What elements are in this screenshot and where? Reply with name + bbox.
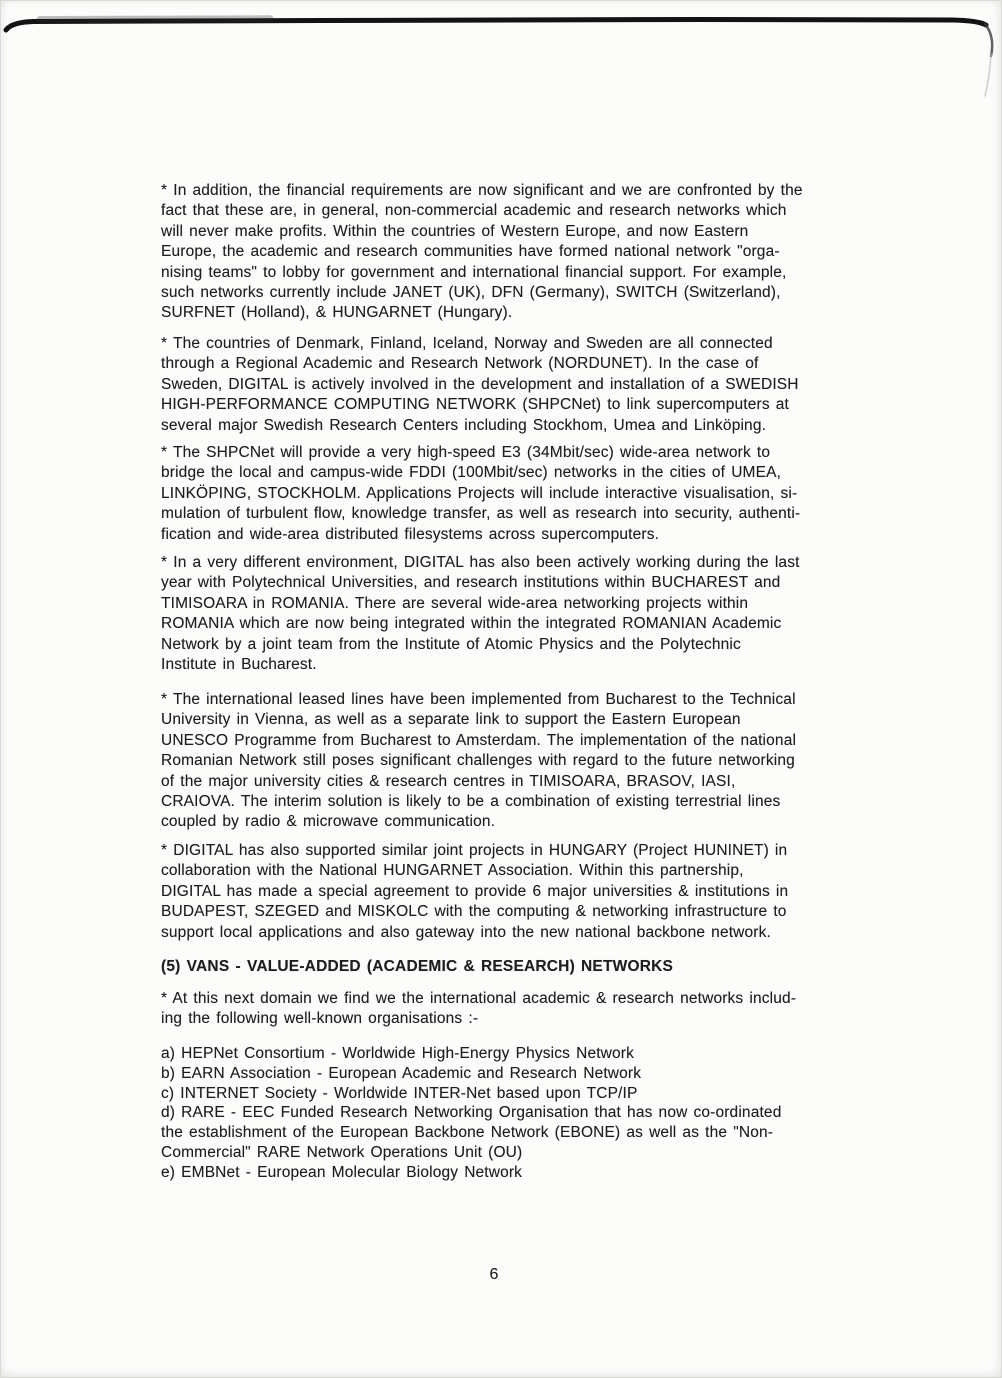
- paragraph-vans-intro: [161, 989, 861, 1030]
- scan-edge-artifact: [0, 0, 1002, 110]
- paragraph-hungary: [161, 841, 861, 943]
- text-line: fact that these are, in general, non-commercial academic and research networks which: [161, 202, 787, 220]
- text-line: TIMISOARA in ROMANIA. There are several wide-area networking projects within: [161, 594, 749, 612]
- text-line: fication and wide-area distributed filesystems across supercomputers.: [161, 525, 660, 543]
- text-line: collaboration with the National HUNGARNET Association. Within this partnership,: [161, 862, 744, 880]
- text-line: year with Polytechnical Universities, and research institutions within BUCHAREST and: [161, 574, 781, 592]
- text-line: c) INTERNET Society - Worldwide INTER-Net based upon TCP/IP: [161, 1084, 638, 1102]
- text-line: University in Vienna, as well as a separate link to support the Eastern European: [161, 711, 741, 729]
- paragraph-shpcnet: [161, 443, 861, 545]
- text-line: support local applications and also gateway into the new national backbone network.: [161, 923, 771, 941]
- text-line: * At this next domain we find we the international academic & research networks includ-: [161, 990, 797, 1007]
- text-line: Commercial" RARE Network Operations Unit (OU): [161, 1143, 523, 1161]
- text-line: * The international leased lines have been implemented from Bucharest to the Technical: [161, 691, 796, 708]
- text-line: mulation of turbulent flow, knowledge transfer, as well as research into security, authenti-: [161, 505, 801, 523]
- organisations-list: [161, 1044, 861, 1183]
- text-line: BUDAPEST, SZEGED and MISKOLC with the computing & networking infrastructure to: [161, 903, 787, 921]
- text-line: * In a very different environment, DIGITAL has also been actively working during the last: [161, 554, 800, 571]
- text-line: a) HEPNet Consortium - Worldwide High-Energy Physics Network: [161, 1045, 634, 1062]
- text-line: of the major university cities & research centres in TIMISOARA, BRASOV, IASI,: [161, 772, 736, 790]
- text-line: DIGITAL has made a special agreement to provide 6 major universities & institutions in: [161, 882, 789, 900]
- text-line: such networks currently include JANET (UK), DFN (Germany), SWITCH (Switzerland),: [161, 284, 781, 302]
- text-line: b) EARN Association - European Academic and Research Network: [161, 1064, 642, 1082]
- text-line: several major Swedish Research Centers including Stockhom, Umea and Linköping.: [161, 416, 767, 434]
- text-line: ing the following well-known organisations :-: [161, 1010, 479, 1028]
- text-line: e) EMBNet - European Molecular Biology Network: [161, 1163, 523, 1181]
- text-line: LINKÖPING, STOCKHOLM. Applications Projects will include interactive visualisation, si-: [161, 484, 798, 502]
- text-line: UNESCO Programme from Bucharest to Amsterdam. The implementation of the national: [161, 731, 797, 749]
- text-line: Romanian Network still poses significant challenges with regard to the future networking: [161, 752, 795, 770]
- text-line: Institute in Bucharest.: [161, 656, 317, 674]
- text-line: * The SHPCNet will provide a very high-speed E3 (34Mbit/sec) wide-area network to: [161, 444, 771, 461]
- paragraph-funding: [161, 181, 861, 324]
- text-line: Sweden, DIGITAL is actively involved in the development and installation of a SWEDISH: [161, 375, 799, 393]
- section-heading-vans: (5) VANS - VALUE-ADDED (ACADEMIC & RESEARCH) NETWORKS: [161, 958, 674, 975]
- text-line: Network by a joint team from the Institute of Atomic Physics and the Polytechnic: [161, 635, 741, 653]
- text-line: nising teams" to lobby for government and international financial support. For example,: [161, 263, 787, 281]
- text-line: will never make profits. Within the countries of Western Europe, and now Eastern: [161, 222, 749, 240]
- page-number: 6: [489, 1266, 499, 1283]
- text-line: * The countries of Denmark, Finland, Iceland, Norway and Sweden are all connected: [161, 335, 773, 352]
- text-line: coupled by radio & microwave communication.: [161, 813, 496, 831]
- text-line: * In addition, the financial requirements are now significant and we are confronted by the: [161, 182, 803, 199]
- text-line: bridge the local and campus-wide FDDI (100Mbit/sec) networks in the cities of UMEA,: [161, 464, 782, 482]
- text-line: SURFNET (Holland), & HUNGARNET (Hungary).: [161, 304, 513, 322]
- text-line: the establishment of the European Backbone Network (EBONE) as well as the "Non-: [161, 1124, 774, 1142]
- paragraph-romania: [161, 553, 861, 675]
- text-line: Europe, the academic and research communities have formed national network "orga-: [161, 243, 780, 261]
- text-line: through a Regional Academic and Research Network (NORDUNET). In the case of: [161, 355, 759, 373]
- text-line: * DIGITAL has also supported similar joint projects in HUNGARY (Project HUNINET) in: [161, 842, 788, 859]
- text-line: d) RARE - EEC Funded Research Networking Organisation that has now co-ordinated: [161, 1104, 782, 1122]
- paragraph-leased-lines: [161, 690, 861, 833]
- text-line: HIGH-PERFORMANCE COMPUTING NETWORK (SHPCNet) to link supercomputers at: [161, 396, 790, 414]
- text-line: CRAIOVA. The interim solution is likely to be a combination of existing terrestrial lines: [161, 793, 781, 811]
- paragraph-nordunet: [161, 334, 861, 436]
- text-line: ROMANIA which are now being integrated within the integrated ROMANIAN Academic: [161, 615, 782, 633]
